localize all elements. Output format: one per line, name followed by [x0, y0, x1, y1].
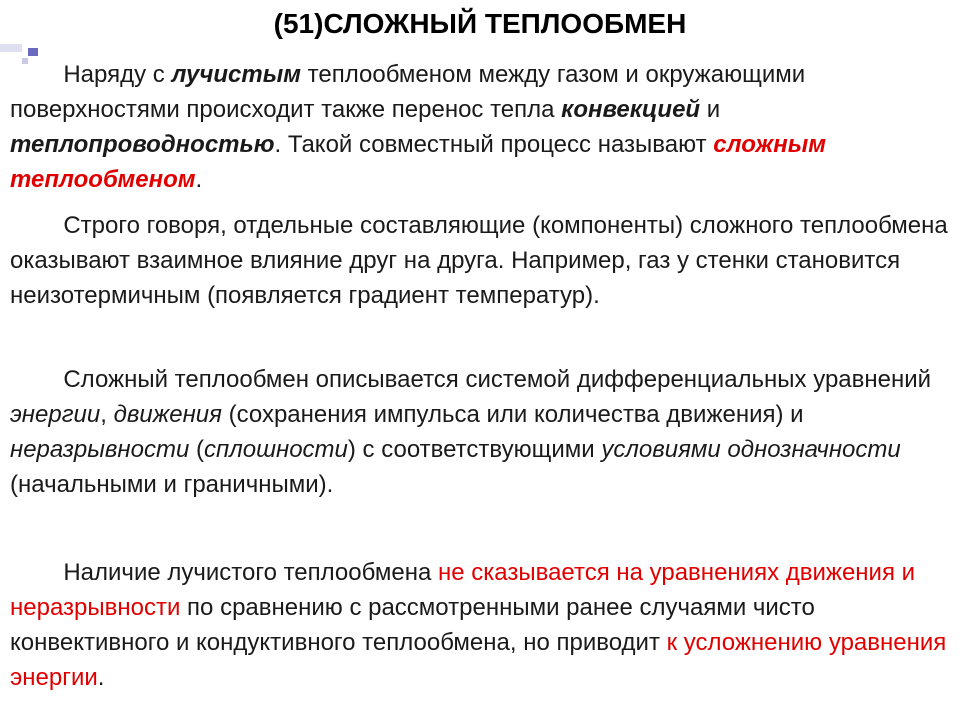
text-run: .: [195, 166, 203, 193]
paragraph-2: Строго говоря, отдельные составляющие (компоненты) сложного теплообмена оказывают взаимное влияние друг на друга. Например, газ у стенки становится неизотермичным (появляется градиент температур).: [10, 212, 955, 309]
emphasis-energy-complication: к усложнению уравнения энергии: [10, 629, 953, 691]
decor-square-small: [28, 48, 38, 56]
text-run: (сохранения импульса или количества движения) и: [221, 401, 811, 428]
emphasis-solidity: сплошности: [203, 436, 348, 463]
emphasis-complex-heat-exchange: сложным теплообменом: [10, 131, 833, 193]
paragraph-1: [10, 57, 955, 197]
text-run: (: [189, 436, 204, 463]
text-run: Сложный теплообмен описывается системой дифференциальных уравнений: [10, 366, 938, 393]
text-run: Наличие лучистого теплообмена: [10, 559, 438, 586]
text-run: .: [97, 664, 105, 691]
text-run: по сравнению с рассмотренными ранее случаями чисто конвективного и кондуктивного теплообмена, но приводит: [10, 594, 822, 656]
decor-square-large: [0, 44, 22, 52]
emphasis-motion: движения: [113, 401, 222, 428]
emphasis-no-effect: не сказывается на уравнениях движения и неразрывности: [10, 559, 922, 621]
paragraph-4: [10, 555, 955, 695]
emphasis-continuity: неразрывности: [10, 436, 190, 463]
text-run: и: [700, 96, 727, 123]
slide-title: (51)СЛОЖНЫЙ ТЕПЛООБМЕН: [273, 8, 687, 39]
paragraph-3: [10, 362, 955, 502]
text-run: Наряду с: [10, 61, 172, 88]
emphasis-conduction: теплопроводностью: [10, 131, 275, 158]
text-run: ,: [100, 401, 114, 428]
emphasis-convection: конвекцией: [561, 96, 701, 123]
emphasis-uniqueness-conditions: условиями однозначности: [601, 436, 901, 463]
emphasis-radiant: лучистым: [171, 61, 301, 88]
text-run: (начальными и граничными).: [10, 436, 908, 498]
text-run: теплообменом между газом и окружающими поверхностями происходит также перенос тепла: [10, 61, 812, 123]
text-run: . Такой совместный процесс называют: [274, 131, 714, 158]
text-run: ) с соответствующими: [347, 436, 602, 463]
emphasis-energy: энергии: [10, 401, 101, 428]
